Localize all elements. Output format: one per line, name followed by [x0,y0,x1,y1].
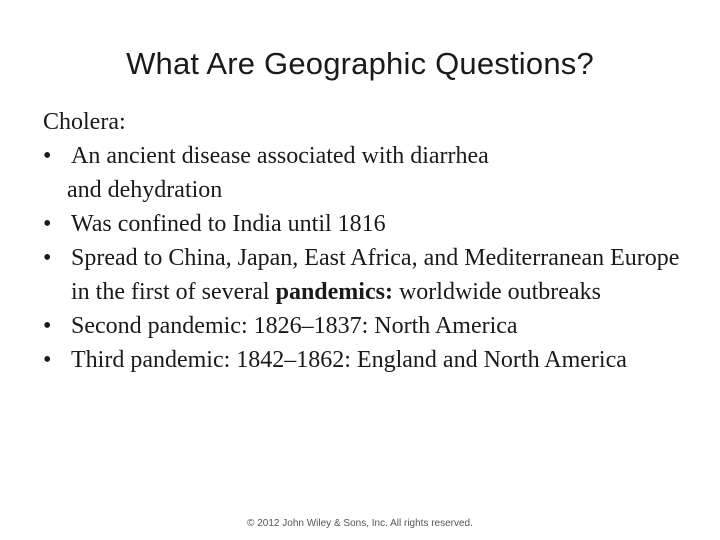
bullet-text-tail: worldwide outbreaks [392,279,601,305]
bullet-icon: • [43,211,52,237]
bullet-text: An ancient disease associated with diarrhea [71,143,489,169]
bullet-icon: • [43,313,52,339]
bullet-icon: • [43,347,52,373]
bullet-item [43,139,693,207]
slide-body [43,105,693,377]
bullet-text: Second pandemic: 1826–1837: North America [71,313,518,339]
bullet-list [43,139,693,377]
topic-heading: Cholera: [43,109,126,135]
bullet-item [43,241,693,309]
bullet-text-continuation: and dehydration [67,177,223,203]
bullet-item [43,343,693,377]
bold-term: pandemics: [275,279,393,305]
bullet-icon: • [43,245,52,271]
copyright-footer: © 2012 John Wiley & Sons, Inc. All rights reserved. [247,518,473,529]
bullet-text: Spread to China, Japan, East Africa, and Mediterranean Europe in the first of several [71,245,680,305]
slide-title: What Are Geographic Questions? [126,46,594,81]
bullet-item [43,207,693,241]
bullet-text: Third pandemic: 1842–1862: England and North America [71,347,627,373]
bullet-icon: • [43,143,52,169]
bullet-text: Was confined to India until 1816 [71,211,386,237]
bullet-item [43,309,693,343]
